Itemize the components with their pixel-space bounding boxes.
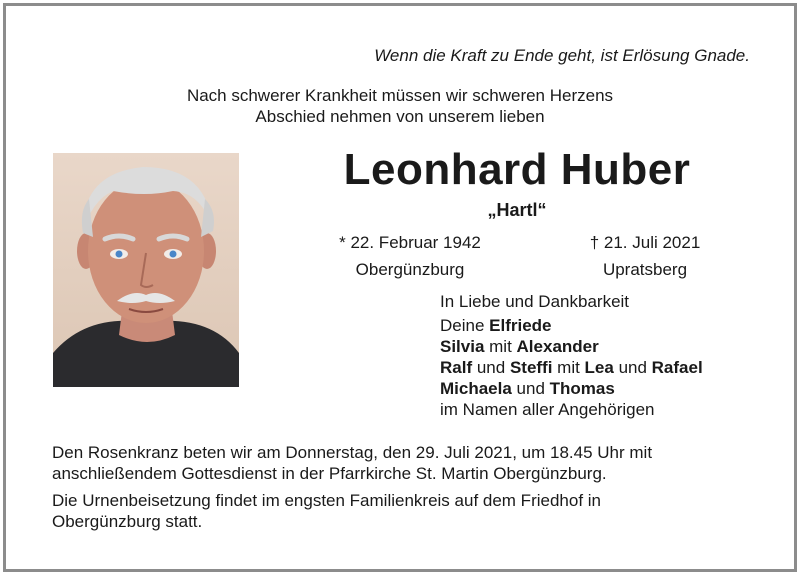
intro-line-2: Abschied nehmen von unserem lieben [255,107,545,126]
family-line-1 [440,315,703,336]
family-text: und [511,379,550,398]
family-list [440,291,703,420]
family-line-3 [440,357,703,378]
rosary-line-2: anschließendem Gottesdienst in der Pfarrkirche St. Martin Obergünzburg. [52,464,607,483]
family-text: Deine [440,316,490,335]
birth-info [320,229,500,283]
family-text: und [613,358,652,377]
birth-place: Obergünzburg [355,260,465,279]
family-name: Ralf [440,358,473,377]
family-closing: im Namen aller Angehörigen [440,400,655,419]
death-info [555,229,735,283]
family-text: mit [552,358,585,377]
deceased-name: Leonhard Huber [343,145,691,194]
family-line-2 [440,336,703,357]
family-line-4 [440,378,703,399]
family-name: Rafael [651,358,703,377]
birth-date: * 22. Februar 1942 [339,233,481,252]
urn-burial-notice [52,490,772,532]
intro-text [0,85,800,127]
family-text: und [472,358,510,377]
death-date: † 21. Juli 2021 [589,233,701,252]
family-name: Michaela [440,379,512,398]
urn-line-1: Die Urnenbeisetzung findet im engsten Familienkreis auf dem Friedhof in [52,491,601,510]
family-name: Lea [584,358,614,377]
family-name: Elfriede [489,316,552,335]
portrait-photo [53,153,239,387]
family-text: mit [484,337,517,356]
family-opening: In Liebe und Dankbarkeit [440,292,630,311]
motto: Wenn die Kraft zu Ende geht, ist Erlösung Gnade. [374,46,750,65]
family-name: Steffi [509,358,553,377]
family-name: Thomas [549,379,615,398]
family-name: Silvia [440,337,485,356]
family-name: Alexander [516,337,599,356]
urn-line-2: Obergünzburg statt. [52,512,203,531]
intro-line-1: Nach schwerer Krankheit müssen wir schweren Herzens [186,86,614,105]
death-place: Upratsberg [602,260,688,279]
rosary-line-1: Den Rosenkranz beten wir am Donnerstag, den 29. Juli 2021, um 18.45 Uhr mit [52,443,653,462]
rosary-notice [52,442,772,484]
deceased-nickname: „Hartl“ [487,200,547,220]
